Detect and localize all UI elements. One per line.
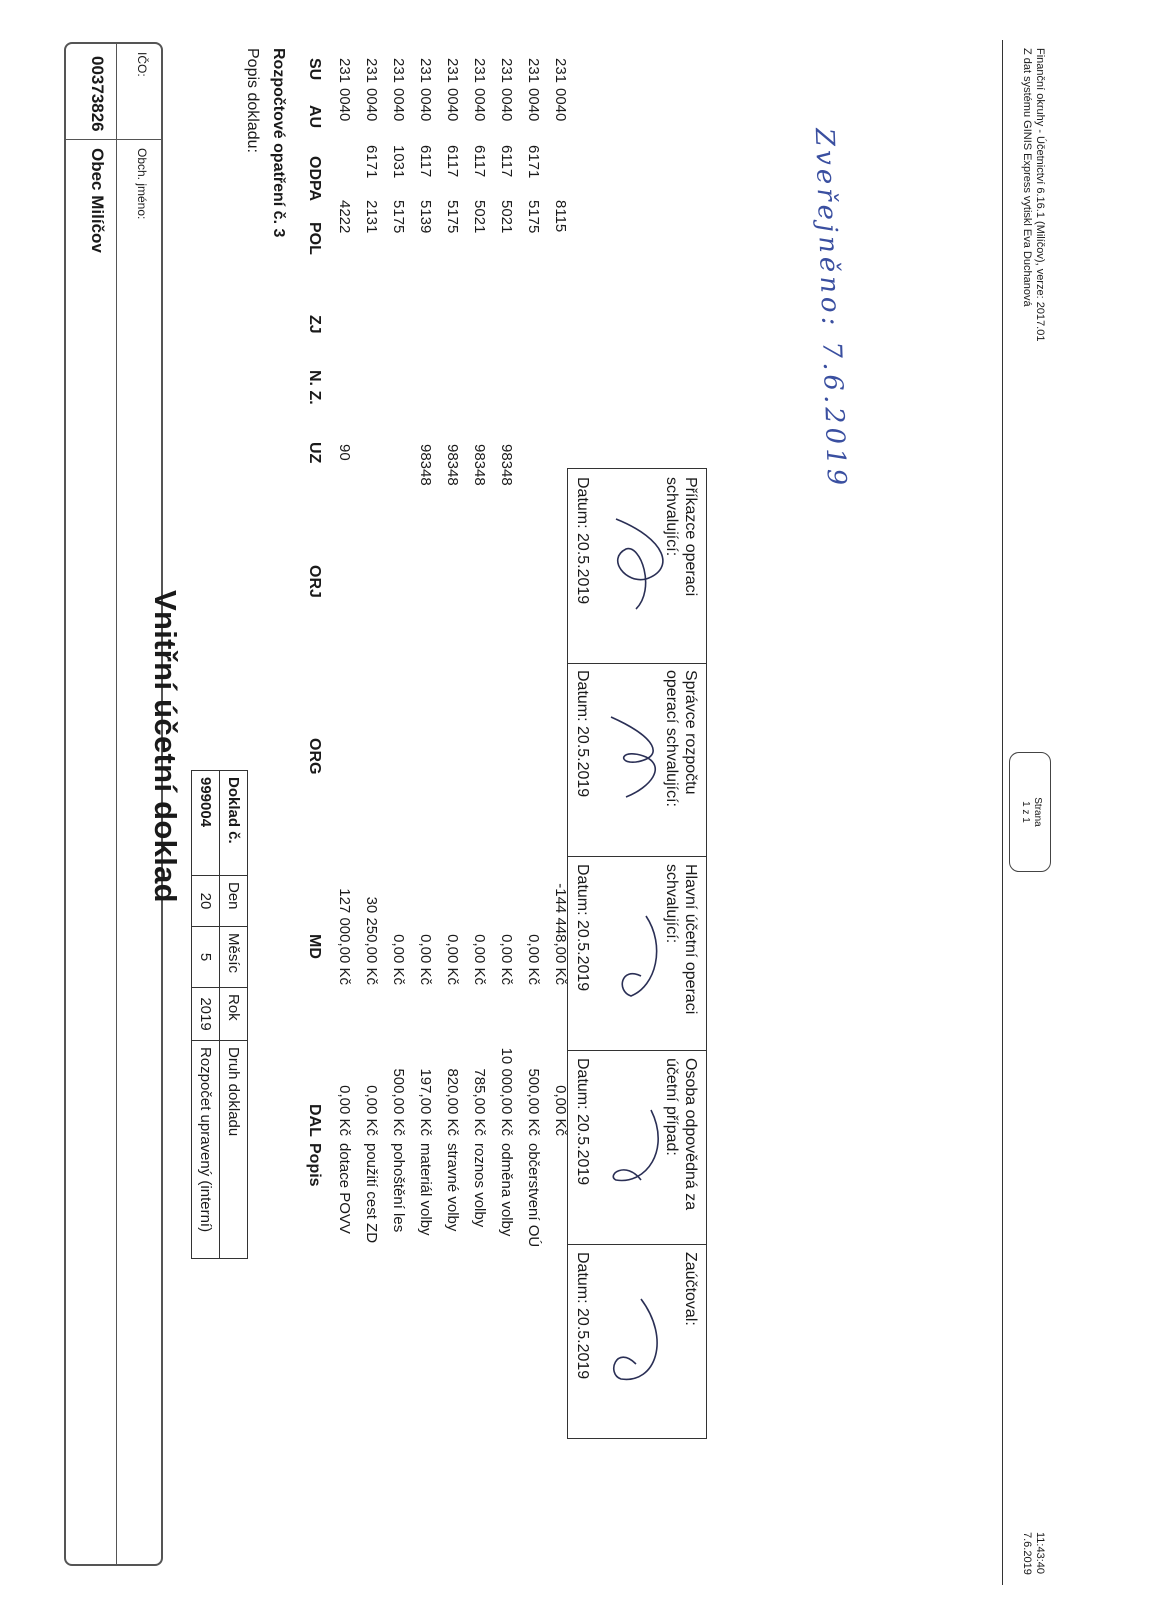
signature-date: Datum: 20.5.2019	[574, 1252, 591, 1380]
signature-box	[567, 1050, 707, 1245]
cell-su: 231	[552, 58, 569, 84]
signature-role-line1: Příkazce operaci	[682, 477, 699, 597]
cell-au: 0040	[552, 88, 569, 122]
cell-dal: 197,00 Kč	[417, 1068, 434, 1136]
signature-box	[567, 662, 707, 857]
cell-md: 0,00 Kč	[525, 934, 542, 985]
cell-md: 127 000,00 Kč	[336, 888, 353, 985]
name-label: Obch. jméno:	[135, 148, 149, 220]
cell-odpa: 6117	[471, 145, 488, 178]
description-value: Rozpočtové opatření č. 3	[270, 48, 287, 238]
handwritten-signature	[596, 702, 686, 822]
handwritten-signature	[596, 896, 686, 1016]
cell-popis: roznos volby	[471, 1143, 488, 1228]
cell-pol: 5175	[390, 200, 407, 234]
doc-info-table	[191, 770, 248, 1259]
doc-number-header: Doklad č.	[220, 771, 248, 876]
cell-uz: 90	[336, 444, 353, 461]
cell-dal: 0,00 Kč	[552, 1085, 569, 1136]
cell-pol: 8115	[552, 200, 569, 233]
name-value: Obec Milíčov	[88, 148, 107, 253]
signature-box	[567, 468, 707, 664]
cell-odpa: 6171	[363, 145, 380, 179]
signature-date: Datum: 20.5.2019	[574, 1058, 591, 1186]
signature-role-line1: Správce rozpočtu	[682, 670, 699, 795]
cell-dal: 0,00 Kč	[336, 1085, 353, 1136]
handwritten-signature	[596, 509, 686, 629]
cell-su: 231	[336, 58, 353, 84]
cell-su: 231	[498, 58, 515, 84]
cell-dal: 500,00 Kč	[525, 1068, 542, 1136]
page-title: Vnitřní účetní doklad	[148, 590, 183, 903]
signature-box	[567, 856, 707, 1051]
cell-dal: 500,00 Kč	[390, 1068, 407, 1136]
signature-role-line1: Zaúčtoval:	[682, 1252, 699, 1326]
footer-divider	[1002, 40, 1003, 1585]
print-time: 11:43:40	[1034, 1532, 1046, 1575]
cell-pol: 5139	[417, 200, 434, 234]
page-number-box	[1009, 752, 1051, 872]
ico-label: IČO:	[135, 52, 149, 77]
cell-au: 0040	[471, 88, 488, 122]
signature-role-line1: Hlavní účetní operaci	[682, 864, 699, 1015]
cell-popis: dotace POVV	[336, 1143, 353, 1234]
doc-number-value: 999004	[192, 771, 220, 876]
cell-popis: stravné volby	[444, 1143, 461, 1232]
handwritten-signature	[596, 1090, 686, 1210]
page-label: Strana	[1032, 797, 1043, 827]
cell-au: 0040	[390, 88, 407, 122]
cell-dal: 0,00 Kč	[363, 1085, 380, 1136]
cell-popis: odměna volby	[498, 1143, 515, 1237]
cell-pol: 5175	[525, 200, 542, 234]
col-au: AU	[306, 105, 323, 129]
cell-md: 0,00 Kč	[444, 934, 461, 985]
cell-md: 0,00 Kč	[390, 934, 407, 985]
col-orj: ORJ	[306, 565, 323, 598]
cell-au: 0040	[417, 88, 434, 122]
cell-md: 0,00 Kč	[498, 934, 515, 985]
doc-type-header: Druh dokladu	[220, 1041, 248, 1259]
cell-pol: 5021	[471, 200, 488, 234]
cell-au: 0040	[498, 88, 515, 122]
cell-odpa: 6117	[444, 145, 461, 178]
col-uz: UZ	[306, 442, 323, 464]
doc-type-value: Rozpočet upravený (interní)	[192, 1041, 220, 1259]
cell-su: 231	[363, 58, 380, 84]
cell-odpa: 1031	[390, 145, 407, 179]
cell-popis: občerstvení OÚ	[525, 1143, 542, 1248]
cell-popis: materiál volby	[417, 1143, 434, 1236]
cell-uz: 98348	[498, 444, 515, 486]
handwritten-published-note: Zveřejněno: 7.6.2019	[808, 127, 852, 490]
cell-md: 30 250,00 Kč	[363, 896, 380, 985]
cell-popis: použití cest ZD	[363, 1143, 380, 1244]
handwritten-signature	[596, 1284, 686, 1404]
cell-pol: 5175	[444, 200, 461, 234]
col-popis: Popis	[306, 1143, 323, 1187]
month-value: 5	[192, 927, 220, 988]
cell-su: 231	[417, 58, 434, 84]
cell-au: 0040	[525, 88, 542, 122]
cell-pol: 4222	[336, 200, 353, 234]
cell-dal: 785,00 Kč	[471, 1068, 488, 1136]
cell-su: 231	[444, 58, 461, 84]
cell-au: 0040	[363, 88, 380, 122]
cell-popis: pohoštění les	[390, 1143, 407, 1233]
col-dal: DAL	[306, 1104, 323, 1137]
year-value: 2019	[192, 988, 220, 1041]
signature-date: Datum: 20.5.2019	[574, 864, 591, 992]
col-nz: N. Z.	[306, 370, 323, 405]
cell-uz: 98348	[417, 444, 434, 486]
signature-role-line2: schvalující:	[663, 864, 680, 944]
cell-au: 0040	[444, 88, 461, 122]
footer-line1: Z dat systému GINIS Express vytiskl Eva Duchanová	[1021, 48, 1033, 307]
col-md: MD	[306, 934, 323, 959]
cell-odpa: 6117	[498, 145, 515, 178]
cell-pol: 2131	[363, 200, 380, 234]
signature-role-line2: schvalující:	[663, 477, 680, 557]
cell-au: 0040	[336, 88, 353, 122]
cell-dal: 820,00 Kč	[444, 1068, 461, 1136]
cell-md: 0,00 Kč	[417, 934, 434, 985]
cell-su: 231	[390, 58, 407, 84]
description-label: Popis dokladu:	[244, 48, 261, 153]
signature-date: Datum: 20.5.2019	[574, 670, 591, 798]
cell-su: 231	[471, 58, 488, 84]
signature-date: Datum: 20.5.2019	[574, 477, 591, 605]
col-pol: POL	[306, 222, 323, 255]
cell-odpa: 6171	[525, 145, 542, 179]
day-value: 20	[192, 876, 220, 927]
year-header: Rok	[220, 988, 248, 1041]
cell-uz: 98348	[444, 444, 461, 486]
cell-dal: 10 000,00 Kč	[498, 1047, 515, 1136]
col-zj: ZJ	[306, 315, 323, 334]
ico-value: 00373826	[88, 56, 107, 132]
cell-md: -144 448,00 Kč	[552, 883, 569, 985]
day-header: Den	[220, 876, 248, 927]
month-header: Měsíc	[220, 927, 248, 988]
cell-odpa: 6117	[417, 145, 434, 178]
footer-line2: Finanční okruhy - Účetnictví 6.16.1 (Milíčov), verze: 2017.01	[1034, 48, 1046, 342]
cell-uz: 98348	[471, 444, 488, 486]
page-value: 1 z 1	[1020, 801, 1031, 823]
col-su: SU	[306, 58, 323, 81]
cell-md: 0,00 Kč	[471, 934, 488, 985]
signature-box	[567, 1244, 707, 1439]
signature-role-line1: Osoba odpovědná za	[682, 1058, 699, 1211]
col-odpa: ODPA	[306, 156, 323, 202]
print-date: 7.6.2019	[1021, 1532, 1033, 1575]
cell-pol: 5021	[498, 200, 515, 234]
col-org: ORG	[306, 738, 323, 775]
cell-su: 231	[525, 58, 542, 84]
signature-role-line2: operací schvalující:	[663, 670, 680, 807]
signature-role-line2: účetní případ:	[663, 1058, 680, 1156]
